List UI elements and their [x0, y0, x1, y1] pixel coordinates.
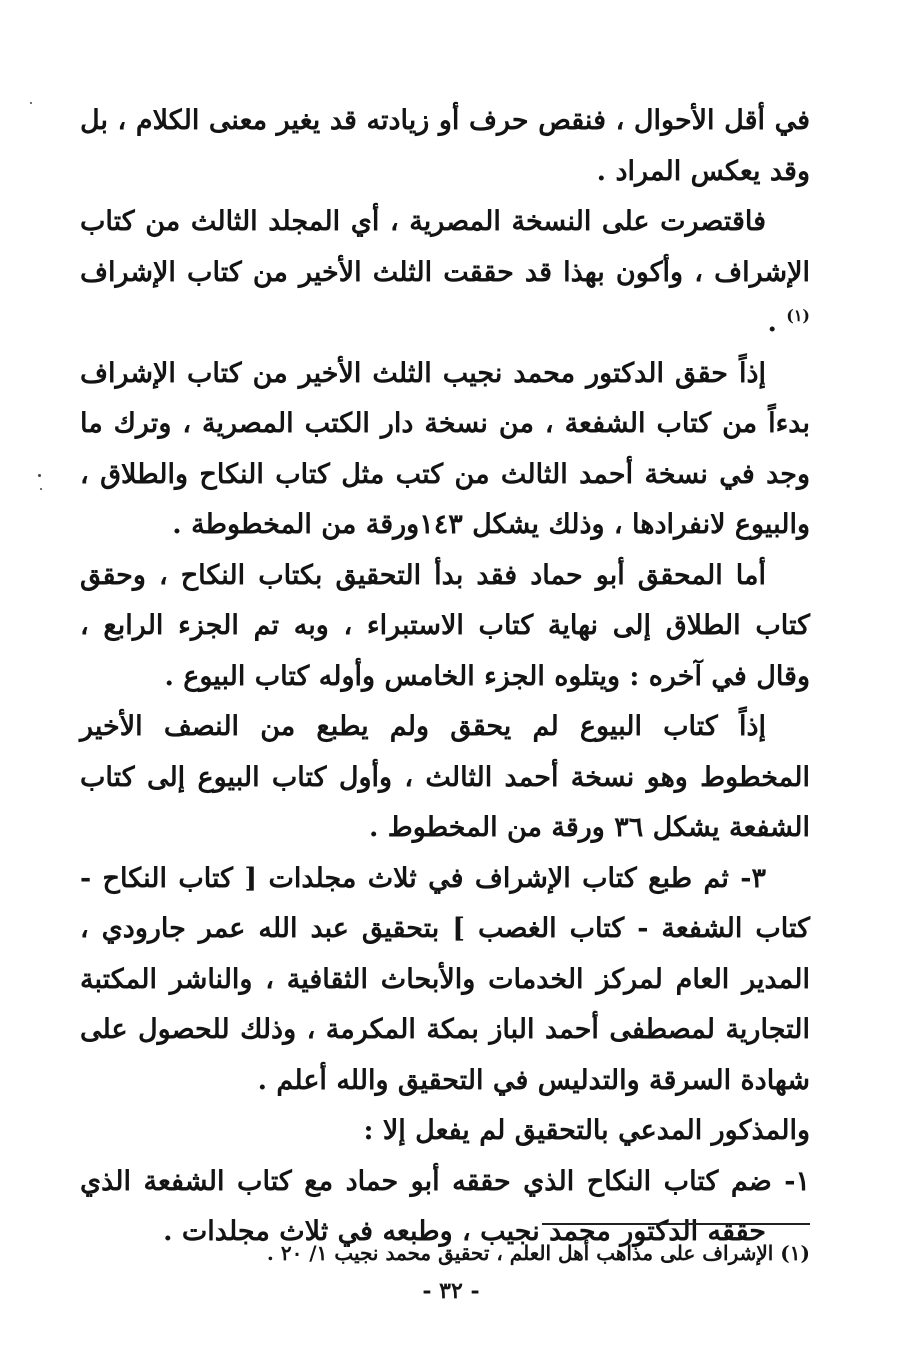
paragraph-4: أما المحقق أبو حماد فقد بدأ التحقيق بكتاب النكاح ، وحقق كتاب الطلاق إلى نهاية كتاب الاستبراء ، وبه تم الجزء الرابع ، وقال في آخره : ويتلوه الجزء الخامس وأوله كتاب البيوع . [80, 559, 810, 692]
paragraph-7: والمذكور المدعي بالتحقيق لم يفعل إلا : [363, 1115, 810, 1146]
page-number: - ٣٢ - [422, 1278, 480, 1304]
scan-speck [30, 102, 32, 104]
paragraph-2 [80, 197, 810, 349]
paragraph-3: إذاً حقق الدكتور محمد نجيب الثلث الأخير من كتاب الإشراف بدءاً من كتاب الشفعة ، من نسخة دار الكتب المصرية ، وترك ما وجد في نسخة أحمد الثالث من كتب مثل كتاب النكاح والطلاق ، والبيوع لانفرادها ، وذلك يشكل ١٤٣ورقة من المخطوطة . [80, 357, 810, 540]
footnote: (١) الإشراف على مذاهب أهل العلم ، تحقيق محمد نجيب ١/ ٢٠ . [266, 1241, 810, 1265]
scan-speck [40, 488, 42, 490]
scan-speck [38, 474, 41, 477]
paragraph-2-end: . [767, 307, 787, 338]
paragraph-8: ١- ضم كتاب النكاح الذي حققه أبو حماد مع كتاب الشفعة الذي حققه الدكتور محمد نجيب ، وطبعه في ثلاث مجلدات . [80, 1165, 810, 1247]
paragraph-5: إذاً كتاب البيوع لم يحقق ولم يطبع من النصف الأخير المخطوط وهو نسخة أحمد الثالث ، وأول كتاب البيوع إلى كتاب الشفعة يشكل ٣٦ ورقة من المخطوط . [80, 711, 810, 843]
footnote-divider [542, 1223, 810, 1225]
paragraph-2-text: فاقتصرت على النسخة المصرية ، أي المجلد الثالث من كتاب الإشراف ، وأكون بهذا قد حققت الثلث الأخير من كتاب الإشراف [80, 206, 810, 288]
paragraph-1: في أقل الأحوال ، فنقص حرف أو زيادته قد يغير معنى الكلام ، بل وقد يعكس المراد . [80, 105, 810, 187]
footnote-reference: (١) [786, 306, 810, 325]
main-text [80, 96, 810, 1258]
paragraph-6: ٣- ثم طبع كتاب الإشراف في ثلاث مجلدات [ كتاب النكاح - كتاب الشفعة - كتاب الغصب ] بتحقيق عبد الله عمر جارودي ، المدير العام لمركز الخدمات والأبحاث الثقافية ، والناشر المكتبة التجارية لمصطفى أحمد الباز بمكة المكرمة ، وذلك للحصول على شهادة السرقة والتدليس في التحقيق والله أعلم . [80, 862, 810, 1096]
